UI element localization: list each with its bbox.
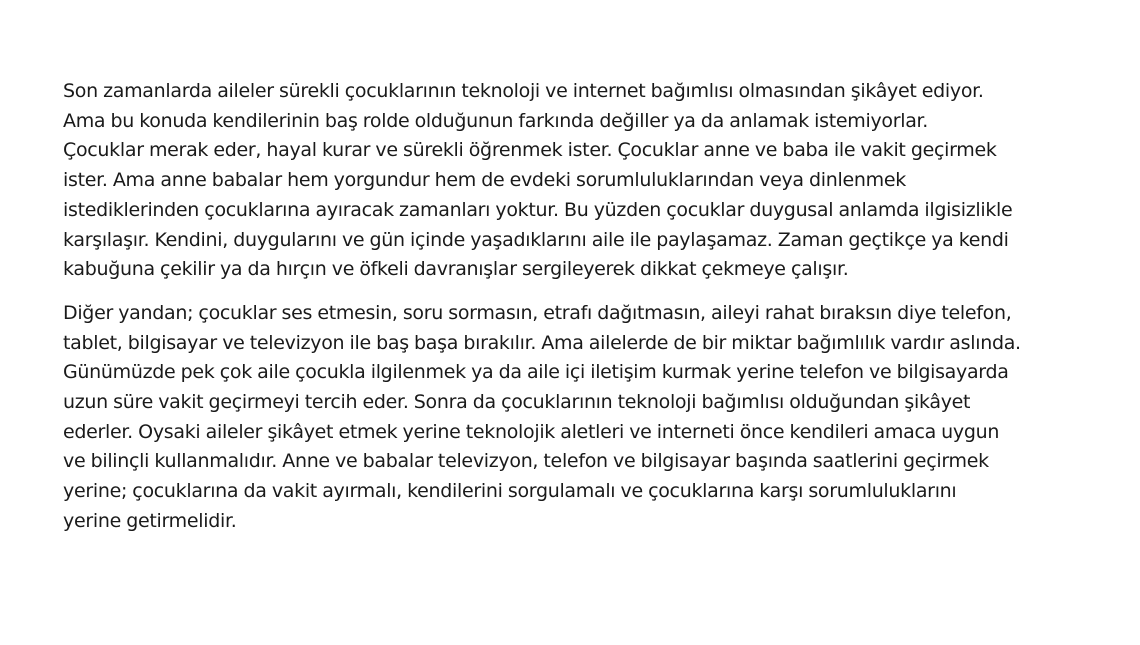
text-line: Diğer yandan; çocuklar ses etmesin, soru sormasın, etrafı dağıtmasın, aileyi rahat bıraksın diye telefon, [63,301,1012,324]
text-line: ister. Ama anne babalar hem yorgundur hem de evdeki sorumluluklarından veya dinlenmek [63,169,906,192]
paragraph-1 [63,77,1103,285]
document-body [63,77,1103,537]
text-line: Ama bu konuda kendilerinin baş rolde olduğunun farkında değiller ya da anlamak istemiyorlar. [63,109,929,132]
text-line: kabuğuna çekilir ya da hırçın ve öfkeli davranışlar sergileyerek dikkat çekmeye çalışır. [63,258,849,281]
text-line: tablet, bilgisayar ve televizyon ile baş başa bırakılır. Ama ailelerde de bir miktar bağımlılık vardır aslında. [63,331,1021,354]
text-line: ederler. Oysaki aileler şikâyet etmek yerine teknolojik aletleri ve interneti önce kendileri amaca uygun [63,420,1000,443]
text-line: Çocuklar merak eder, hayal kurar ve sürekli öğrenmek ister. Çocuklar anne ve baba ile vakit geçirmek [63,139,997,162]
text-line: karşılaşır. Kendini, duygularını ve gün içinde yaşadıklarını aile ile paylaşamaz. Zaman geçtikçe ya kendi [63,228,1009,251]
text-line: Son zamanlarda aileler sürekli çocuklarının teknoloji ve internet bağımlısı olmasından şikâyet ediyor. [63,80,984,102]
text-line: yerine; çocuklarına da vakit ayırmalı, kendilerini sorgulamalı ve çocuklarına karşı sorumluluklarını [63,480,957,503]
paragraph-2 [63,299,1103,537]
text-line: istediklerinden çocuklarına ayıracak zamanları yoktur. Bu yüzden çocuklar duygusal anlamda ilgisizlikle [63,198,1013,221]
text-line: Günümüzde pek çok aile çocukla ilgilenmek ya da aile içi iletişim kurmak yerine telefon ve bilgisayarda [63,361,1009,384]
text-line: uzun süre vakit geçirmeyi tercih eder. Sonra da çocuklarının teknoloji bağımlısı olduğundan şikâyet [63,391,971,414]
text-line: ve bilinçli kullanmalıdır. Anne ve babalar televizyon, telefon ve bilgisayar başında saatlerini geçirmek [63,450,989,473]
text-line: yerine getirmelidir. [63,509,237,532]
